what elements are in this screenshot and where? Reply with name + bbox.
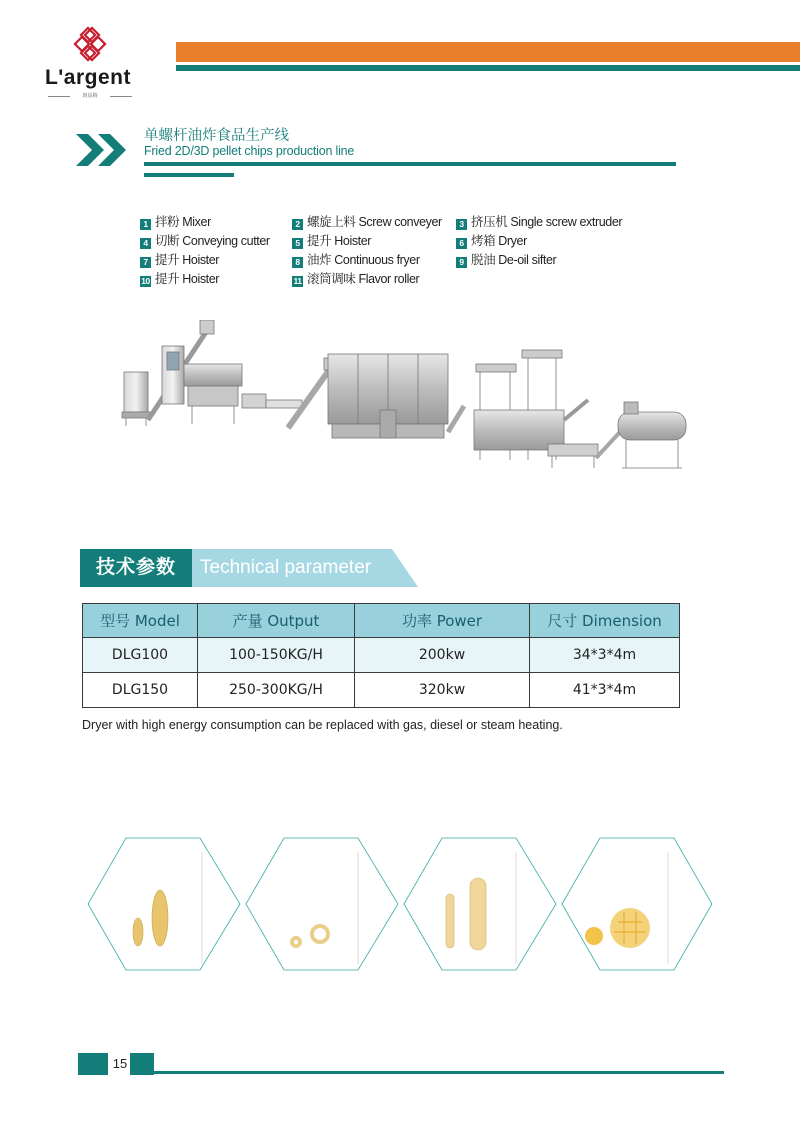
table-header-power: 功率 Power: [355, 604, 530, 638]
footer-line: [154, 1071, 724, 1074]
page-number: 15: [112, 1056, 128, 1071]
table-cell: 320kw: [355, 673, 530, 708]
twist-pellet-icon: [133, 890, 168, 946]
legend-item: 1 拌粉 Mixer: [140, 212, 211, 230]
legend-item: 7 提升 Hoister: [140, 250, 219, 268]
lattice-ball-icon: [585, 908, 650, 948]
ring-pellet-icon: [292, 926, 328, 946]
table-row: [83, 673, 680, 708]
header-teal-bar: [176, 65, 800, 71]
tech-title-en: Technical parameter: [200, 557, 372, 578]
footer-block: [78, 1053, 108, 1075]
table-cell: 200kw: [355, 638, 530, 673]
legend-item: 5 提升 Hoister: [292, 231, 371, 249]
dryer-note: Dryer with high energy consumption can be replaced with gas, diesel or steam heating.: [82, 718, 563, 732]
footer-block: [130, 1053, 154, 1075]
table-header-model: 型号 Model: [83, 604, 198, 638]
stick-pellet-icon: [446, 878, 486, 950]
product-samples: [80, 832, 720, 982]
production-line-illustration: [118, 320, 698, 490]
legend-item: 8 油炸 Continuous fryer: [292, 250, 420, 268]
brand-logo-knot-icon: [40, 22, 140, 102]
table-cell: DLG100: [83, 638, 198, 673]
equipment-legend: [140, 212, 700, 288]
legend-item: 6 烤箱 Dryer: [456, 231, 527, 249]
table-cell: 41*3*4m: [530, 673, 680, 708]
legend-item: 11 滚筒调味 Flavor roller: [293, 272, 420, 286]
legend-item: 2 螺旋上料 Screw conveyer: [292, 212, 442, 230]
section-title-en: Fried 2D/3D pellet chips production line: [144, 144, 355, 158]
table-cell: 250-300KG/H: [198, 673, 355, 708]
section-underline: [144, 162, 676, 166]
legend-item: 9 脱油 De-oil sifter: [456, 250, 556, 268]
header-orange-bar: [176, 42, 800, 62]
section-title-cn: 单螺杆油炸食品生产线: [144, 128, 289, 144]
table-row: [83, 638, 680, 673]
table-cell: 34*3*4m: [530, 638, 680, 673]
legend-item: 3 挤压机 Single screw extruder: [456, 212, 622, 230]
legend-item: 4 切断 Conveying cutter: [140, 231, 270, 249]
brand-subtitle: 朗晨腾: [82, 93, 98, 99]
parameter-table: [82, 603, 680, 708]
table-header-dimension: 尺寸 Dimension: [530, 604, 680, 638]
table-cell: 100-150KG/H: [198, 638, 355, 673]
section-underline-short: [144, 173, 234, 177]
double-chevron-icon: [76, 130, 136, 170]
legend-item: 10 提升 Hoister: [141, 272, 220, 286]
brand-name: L'argent: [44, 66, 131, 89]
tech-title-cn: 技术参数: [80, 549, 192, 587]
brand-subtitle-row: [48, 92, 132, 100]
table-cell: DLG150: [83, 673, 198, 708]
table-header-output: 产量 Output: [198, 604, 355, 638]
